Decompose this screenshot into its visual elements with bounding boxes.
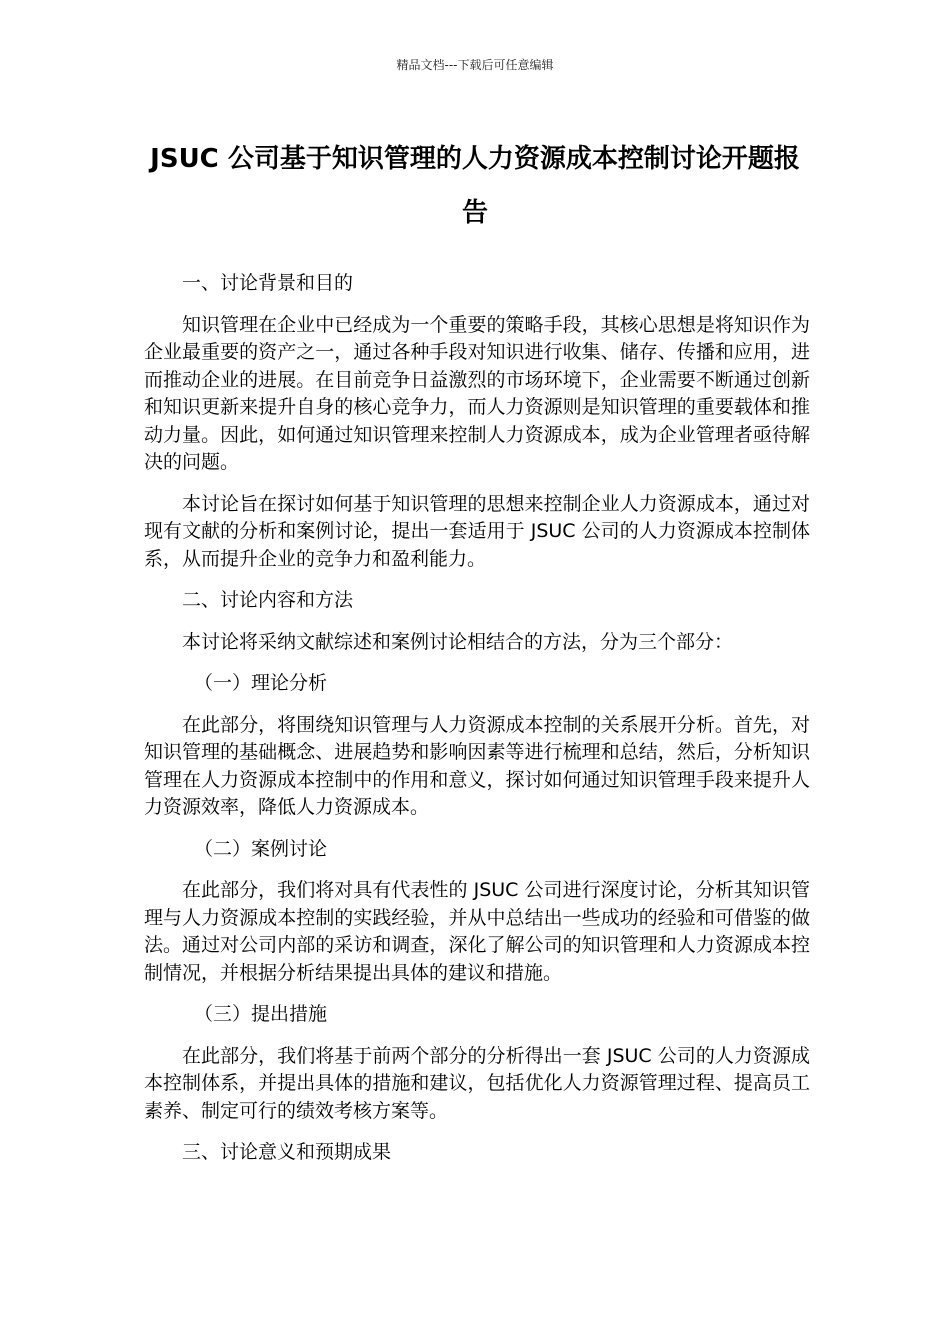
header-note: 精品文档---下载后可任意编辑 [396,58,554,72]
section-heading-content-method: 二、讨论内容和方法 [182,589,354,611]
document-body [144,270,810,1181]
section-heading-significance: 三、讨论意义和预期成果 [182,1141,392,1163]
section-heading-background: 一、讨论背景和目的 [182,272,354,294]
paragraph-theory: 在此部分，将围绕知识管理与人力资源成本控制的关系展开分析。首先，对知识管理的基础概念、进展趋势和影响因素等进行梳理和总结，然后，分析知识管理在人力资源成本控制中的作用和意义，探讨如何通过知识管理手段来提升人力资源效率，降低人力资源成本。 [144,713,810,818]
subheading-theory: （一）理论分析 [194,672,328,694]
paragraph-method-intro: 本讨论将采纳文献综述和案例讨论相结合的方法，分为三个部分： [182,630,734,653]
paragraph-background: 知识管理在企业中已经成为一个重要的策略手段，其核心思想是将知识作为企业最重要的资产之一，通过各种手段对知识进行收集、储存、传播和应用，进而推动企业的进展。在目前竞争日益激烈的市场环境下，企业需要不断通过创新和知识更新来提升自身的核心竞争力，而人力资源则是知识管理的重要载体和推动力量。因此，如何通过知识管理来控制人力资源成本，成为企业管理者亟待解决的问题。 [144,313,810,473]
document-title: JSUC 公司基于知识管理的人力资源成本控制讨论开题报告 [150,144,800,228]
subheading-measures: （三）提出措施 [194,1003,328,1025]
paragraph-purpose: 本讨论旨在探讨如何基于知识管理的思想来控制企业人力资源成本，通过对现有文献的分析和案例讨论，提出一套适用于 JSUC 公司的人力资源成本控制体系，从而提升企业的竞争力和盈利能力。 [144,492,810,570]
paragraph-measures: 在此部分，我们将基于前两个部分的分析得出一套 JSUC 公司的人力资源成本控制体系，并提出具体的措施和建议，包括优化人力资源管理过程、提高员工素养、制定可行的绩效考核方案等。 [144,1044,810,1122]
subheading-case-study: （二）案例讨论 [194,837,328,860]
paragraph-case-study: 在此部分，我们将对具有代表性的 JSUC 公司进行深度讨论，分析其知识管理与人力资源成本控制的实践经验，并从中总结出一些成功的经验和可借鉴的做法。通过对公司内部的采访和调查，深化了解公司的知识管理和人力资源成本控制情况，并根据分析结果提出具体的建议和措施。 [144,879,810,984]
